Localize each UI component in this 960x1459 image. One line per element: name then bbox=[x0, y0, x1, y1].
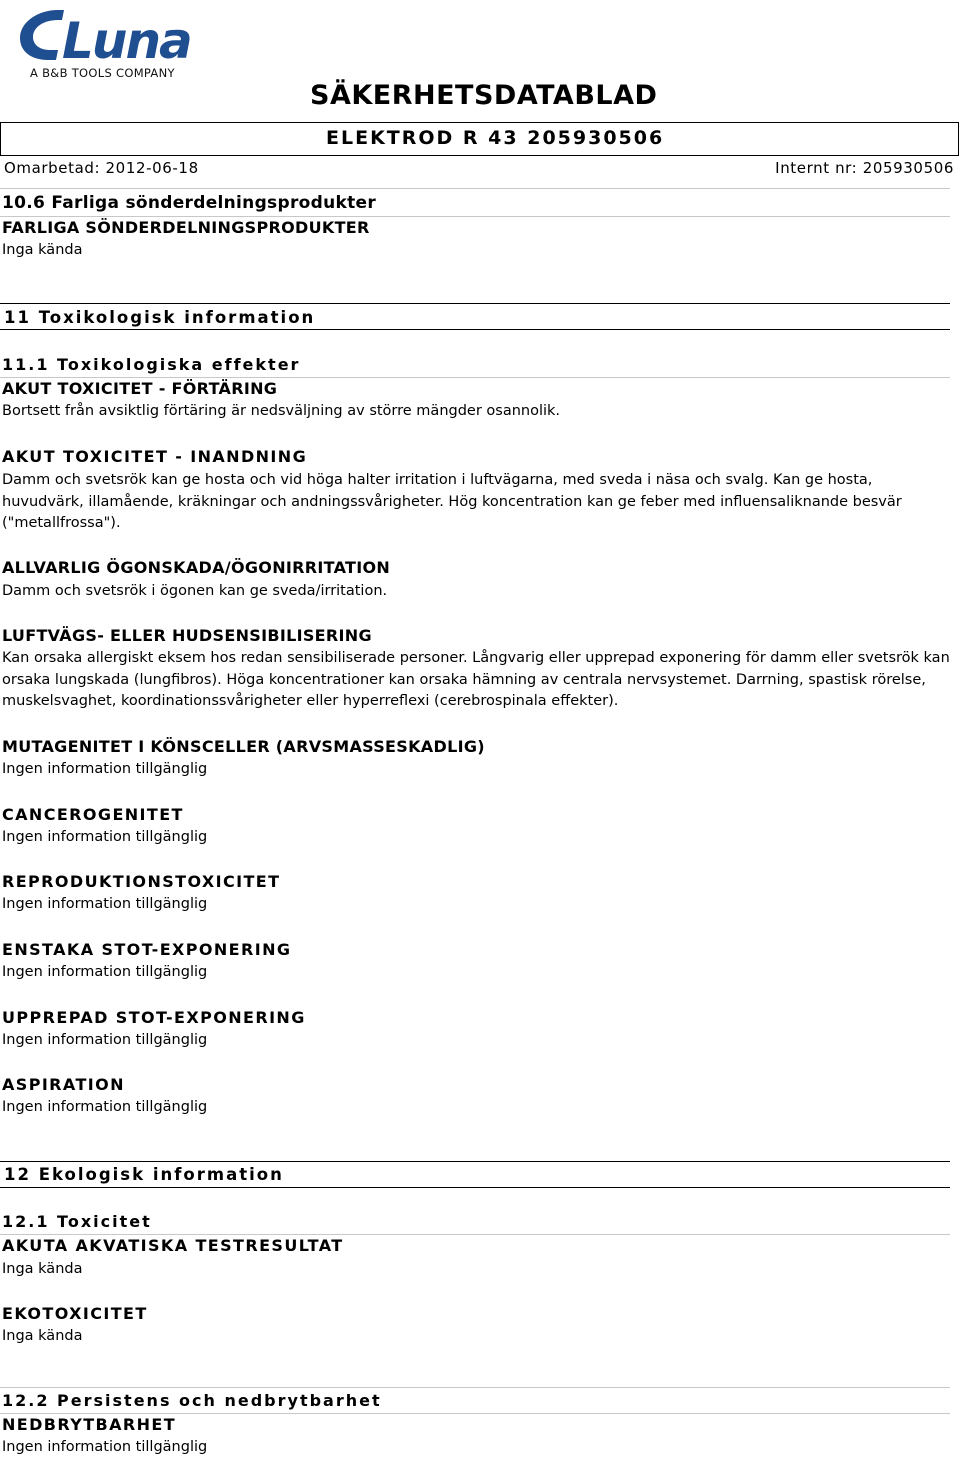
mutagenicity-text: Ingen information tillgänglig bbox=[2, 761, 208, 777]
luna-logo-mark bbox=[18, 6, 198, 66]
section-12-top-rule bbox=[0, 1161, 950, 1162]
logo-wordmark: Luna bbox=[62, 12, 191, 66]
section-11-1-rule bbox=[0, 377, 950, 378]
stot-single-text: Ingen information tillgänglig bbox=[2, 964, 208, 980]
aspiration-text: Ingen information tillgänglig bbox=[2, 1099, 208, 1115]
revised-date: Omarbetad: 2012-06-18 bbox=[4, 159, 199, 177]
section-11-top-rule bbox=[0, 303, 950, 304]
eye-damage-heading: ALLVARLIG ÖGONSKADA/ÖGONIRRITATION bbox=[2, 558, 391, 577]
reproductive-toxicity-text: Ingen information tillgänglig bbox=[2, 896, 208, 912]
header-top-rule bbox=[0, 122, 959, 123]
decomposition-text: Inga kända bbox=[2, 242, 83, 258]
reproductive-toxicity-heading: REPRODUKTIONSTOXICITET bbox=[2, 872, 281, 891]
section-11-1-title: 11.1 Toxikologiska effekter bbox=[2, 355, 301, 374]
mutagenicity-heading: MUTAGENITET I KÖNSCELLER (ARVSMASSESKADLIG) bbox=[2, 737, 485, 756]
header-bottom-rule bbox=[0, 155, 959, 156]
section-12-1-rule bbox=[0, 1234, 950, 1235]
header-box-left bbox=[0, 122, 1, 155]
stot-single-heading: ENSTAKA STOT-EXPONERING bbox=[2, 940, 292, 959]
section-12-2-top-rule bbox=[0, 1387, 950, 1388]
inhalation-toxicity-text: Damm och svetsrök kan ge hosta och vid höga halter irritation i luftvägarna, med sveda i näsa och svalg. Kan ge hosta, huvudvärk, illamående, kräkningar och andningssvårigheter. Hög koncentration kan ge feber med influensaliknande besvär ("metallfrossa"). bbox=[2, 472, 902, 531]
aquatic-results-text: Inga kända bbox=[2, 1261, 83, 1277]
section-11-bottom-rule bbox=[0, 329, 950, 330]
header-box-right bbox=[958, 122, 959, 155]
section-12-title: 12 Ekologisk information bbox=[4, 1165, 284, 1184]
stot-repeated-heading: UPPREPAD STOT-EXPONERING bbox=[2, 1008, 306, 1027]
eye-damage-text: Damm och svetsrök i ögonen kan ge sveda/irritation. bbox=[2, 583, 388, 599]
degradability-heading: NEDBRYTBARHET bbox=[2, 1415, 177, 1434]
aquatic-results-heading: AKUTA AKVATISKA TESTRESULTAT bbox=[2, 1236, 344, 1255]
ecotoxicity-text: Inga kända bbox=[2, 1328, 83, 1344]
carcinogenicity-heading: CANCEROGENITET bbox=[2, 805, 184, 824]
product-name: ELEKTROD R 43 205930506 bbox=[326, 127, 665, 149]
logo-tagline: A B&B TOOLS COMPANY bbox=[30, 66, 175, 80]
section-12-2-rule bbox=[0, 1413, 950, 1414]
ecotoxicity-heading: EKOTOXICITET bbox=[2, 1304, 148, 1323]
section-10-6-title: 10.6 Farliga sönderdelningsprodukter bbox=[2, 193, 377, 213]
decomposition-heading: FARLIGA SÖNDERDELNINGSPRODUKTER bbox=[2, 218, 370, 237]
carcinogenicity-text: Ingen information tillgänglig bbox=[2, 829, 208, 845]
section-12-bottom-rule bbox=[0, 1187, 950, 1188]
oral-toxicity-heading: AKUT TOXICITET - FÖRTÄRING bbox=[2, 379, 278, 398]
document-title: SÄKERHETSDATABLAD bbox=[310, 80, 658, 111]
section-11-title: 11 Toxikologisk information bbox=[4, 308, 316, 327]
aspiration-heading: ASPIRATION bbox=[2, 1075, 125, 1094]
oral-toxicity-text: Bortsett från avsiktlig förtäring är nedsväljning av större mängder osannolik. bbox=[2, 403, 561, 419]
section-12-1-title: 12.1 Toxicitet bbox=[2, 1212, 152, 1231]
stot-repeated-text: Ingen information tillgänglig bbox=[2, 1032, 208, 1048]
meta-rule bbox=[0, 188, 950, 189]
inhalation-toxicity-heading: AKUT TOXICITET - INANDNING bbox=[2, 447, 308, 466]
section-10-6-rule bbox=[0, 216, 950, 217]
sensitisation-text: Kan orsaka allergiskt eksem hos redan sensibiliserade personer. Långvarig eller upprepad exponering för damm eller svetsrök kan orsaka lungskada (lungfibros). Höga koncentrationer kan orsaka hämning av centrala nervsystemet. Darrning, spastisk rörelse, muskelsvaghet, koordinationssvårigheter eller hyperreflexi (cerebrospinala effekter). bbox=[2, 650, 950, 709]
section-12-2-title: 12.2 Persistens och nedbrytbarhet bbox=[2, 1391, 382, 1410]
degradability-text: Ingen information tillgänglig bbox=[2, 1439, 208, 1455]
sensitisation-heading: LUFTVÄGS- ELLER HUDSENSIBILISERING bbox=[2, 626, 372, 645]
internal-number: Internt nr: 205930506 bbox=[775, 159, 954, 177]
